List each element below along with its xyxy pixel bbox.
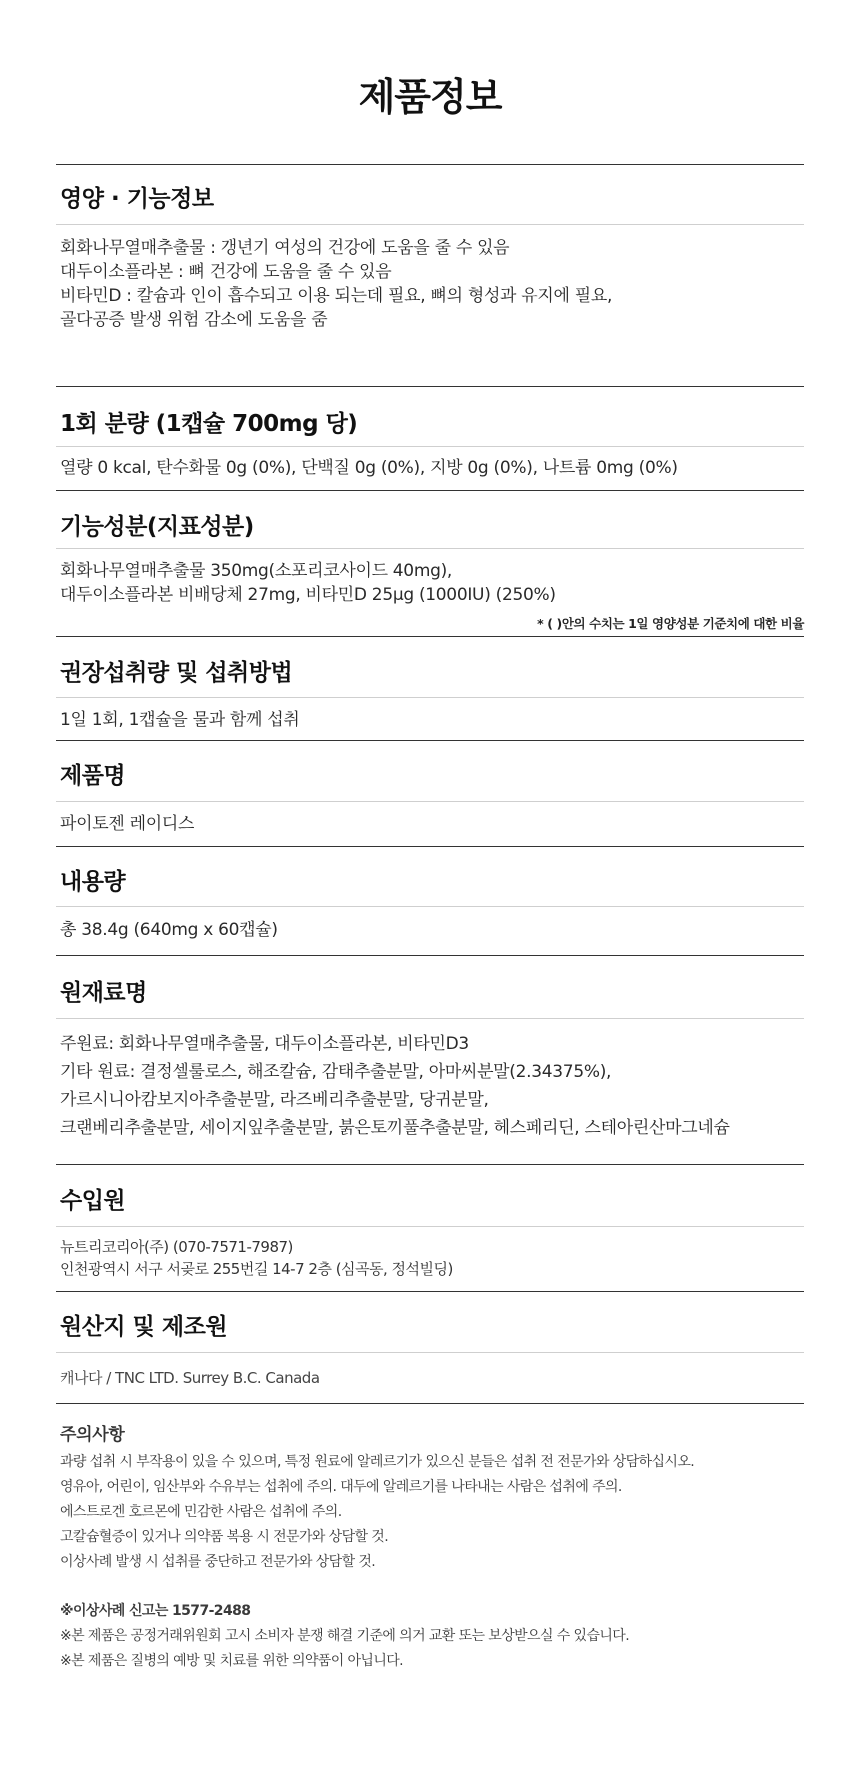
caution-text	[60, 1450, 694, 1575]
section-divider	[56, 1164, 804, 1165]
caution-heading: 주의사항	[60, 1425, 125, 1445]
section-subdivider	[56, 801, 804, 802]
caution-line: 영유아, 어린이, 임산부와 수유부는 섭취에 주의. 대두에 알레르기를 나타내는 사람은 섭취에 주의.	[60, 1479, 622, 1495]
section-subdivider	[56, 548, 804, 549]
not-medicine-note: ※본 제품은 질병의 예방 및 치료를 위한 의약품이 아닙니다.	[60, 1653, 404, 1669]
section-divider	[56, 740, 804, 741]
report-hotline-note: ※이상사례 신고는 1577-2488	[60, 1603, 251, 1619]
section-subdivider	[56, 224, 804, 225]
intake-text: 1일 1회, 1캡슐을 물과 함께 섭취	[60, 710, 300, 730]
compensation-note: ※본 제품은 공정거래위원회 고시 소비자 분쟁 해결 기준에 의거 교환 또는 보상받으실 수 있습니다.	[60, 1628, 630, 1644]
functional-ingredient-text	[60, 559, 556, 607]
section-heading-nutrition-function: 영양 · 기능정보	[60, 186, 214, 212]
caution-line: 이상사례 발생 시 섭취를 중단하고 전문가와 상담할 것.	[60, 1554, 376, 1570]
section-heading-serving: 1회 분량 (1캡슐 700mg 당)	[60, 411, 358, 437]
nutrition-function-text	[60, 236, 612, 332]
ingredients-line: 가르시니아캄보지아추출분말, 라즈베리추출분말, 당귀분말,	[60, 1090, 489, 1110]
functional-ingredient-line: 회화나무열매추출물 350mg(소포리코사이드 40mg),	[60, 561, 453, 581]
section-heading-ingredients: 원재료명	[60, 980, 147, 1006]
section-subdivider	[56, 697, 804, 698]
section-divider	[56, 164, 804, 165]
ingredients-text	[60, 1030, 730, 1142]
section-subdivider	[56, 1352, 804, 1353]
page-title: 제품정보	[358, 75, 502, 119]
origin-text: 캐나다 / TNC LTD. Surrey B.C. Canada	[60, 1369, 320, 1387]
content-amount-text: 총 38.4g (640mg x 60캡슐)	[60, 920, 278, 940]
caution-line: 고칼슘혈증이 있거나 의약품 복용 시 전문가와 상담할 것.	[60, 1529, 389, 1545]
section-subdivider	[56, 446, 804, 447]
importer-line: 뉴트리코리아(주) (070-7571-7987)	[60, 1238, 293, 1256]
serving-text: 열량 0 kcal, 탄수화물 0g (0%), 단백질 0g (0%), 지방 0g (0%), 나트륨 0mg (0%)	[60, 458, 678, 478]
ingredients-line: 기타 원료: 결정셀룰로스, 해조칼슘, 감태추출분말, 아마씨분말(2.34375%),	[60, 1062, 612, 1082]
caution-notes	[60, 1599, 629, 1674]
functional-ingredient-line: 대두이소플라본 비배당체 27mg, 비타민D 25µg (1000IU) (250%)	[60, 585, 556, 605]
section-divider	[56, 1403, 804, 1404]
nutrition-function-line: 비타민D : 칼슘과 인이 흡수되고 이용 되는데 필요, 뼈의 형성과 유지에 필요,	[60, 286, 613, 306]
section-heading-content-amount: 내용량	[60, 869, 126, 895]
section-divider	[56, 1291, 804, 1292]
section-divider	[56, 490, 804, 491]
caution-line: 과량 섭취 시 부작용이 있을 수 있으며, 특정 원료에 알레르기가 있으신 분들은 섭취 전 전문가와 상담하십시오.	[60, 1454, 695, 1470]
section-heading-importer: 수입원	[60, 1188, 126, 1214]
importer-text	[60, 1236, 453, 1280]
importer-line: 인천광역시 서구 서곶로 255번길 14-7 2층 (심곡동, 정석빌딩)	[60, 1260, 453, 1278]
section-divider	[56, 846, 804, 847]
section-heading-intake: 권장섭취량 및 섭취방법	[60, 660, 293, 686]
section-divider	[56, 955, 804, 956]
section-heading-origin: 원산지 및 제조원	[60, 1314, 228, 1340]
section-subdivider	[56, 1226, 804, 1227]
nutrition-function-line: 대두이소플라본 : 뼈 건강에 도움을 줄 수 있음	[60, 262, 392, 282]
ingredients-line: 주원료: 회화나무열매추출물, 대두이소플라본, 비타민D3	[60, 1034, 469, 1054]
nutrition-function-line: 골다공증 발생 위험 감소에 도움을 줌	[60, 310, 328, 330]
section-heading-functional-ingredient: 기능성분(지표성분)	[60, 514, 254, 540]
section-subdivider	[56, 1018, 804, 1019]
ingredients-line: 크랜베리추출분말, 세이지잎추출분말, 붉은토끼풀추출분말, 헤스페리딘, 스테아린산마그네슘	[60, 1118, 730, 1138]
caution-line: 에스트로겐 호르몬에 민감한 사람은 섭취에 주의.	[60, 1504, 342, 1520]
section-divider	[56, 636, 804, 637]
section-divider	[56, 386, 804, 387]
product-name-text: 파이토젠 레이디스	[60, 814, 195, 834]
nutrition-function-line: 회화나무열매추출물 : 갱년기 여성의 건강에 도움을 줄 수 있음	[60, 238, 510, 258]
section-subdivider	[56, 906, 804, 907]
section-heading-product-name: 제품명	[60, 763, 126, 789]
percentage-footnote: * ( )안의 수치는 1일 영양성분 기준치에 대한 비율	[537, 616, 804, 631]
